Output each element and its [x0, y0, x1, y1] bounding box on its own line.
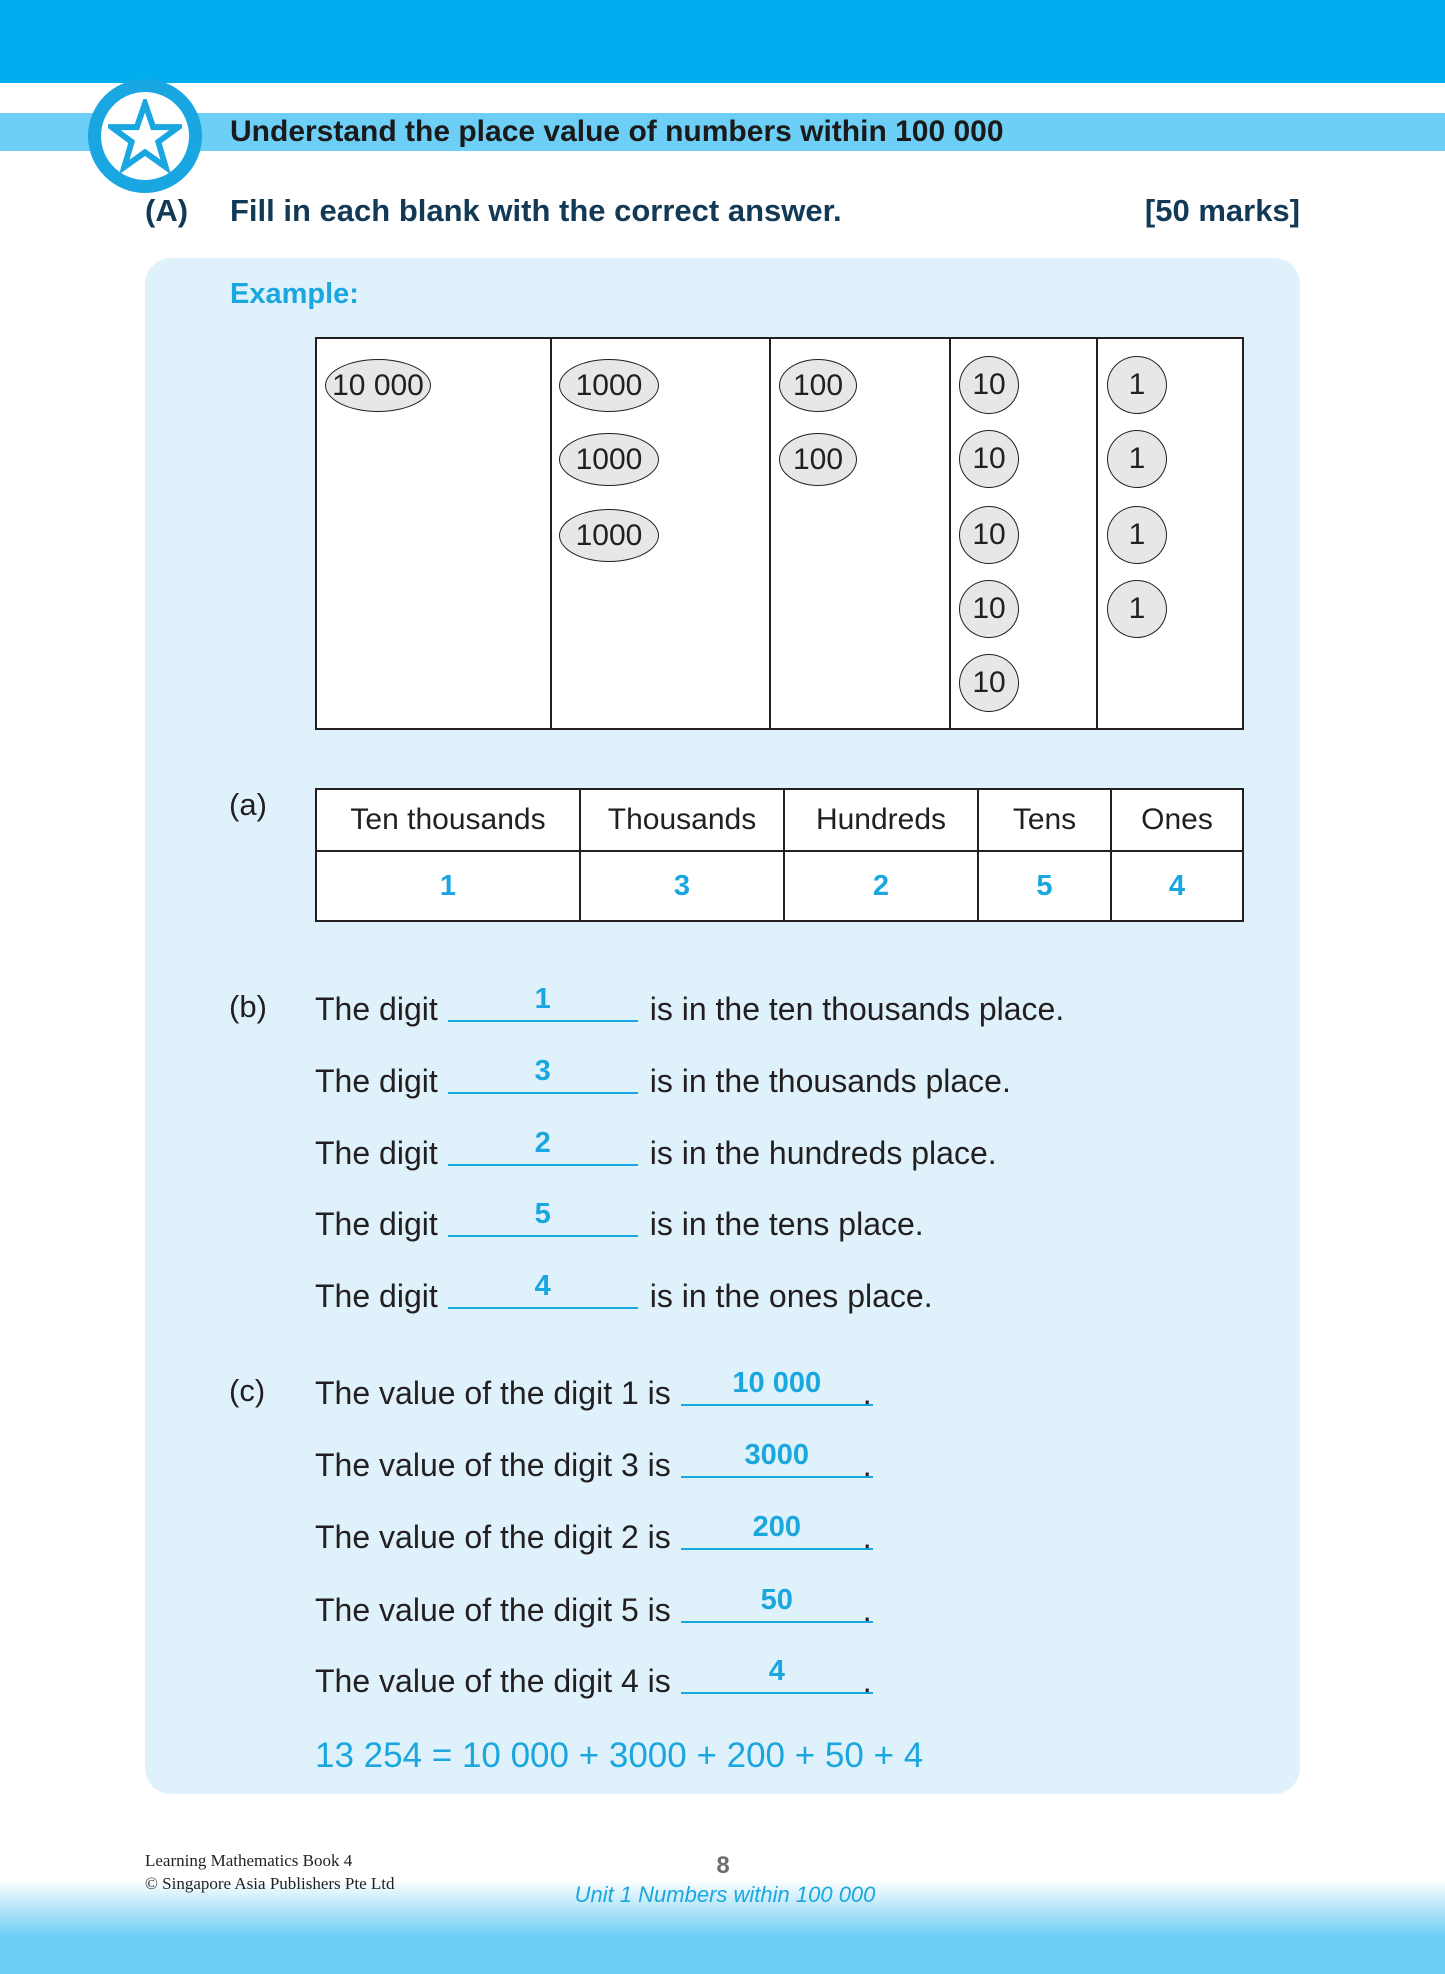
- answer-blank[interactable]: [448, 1198, 638, 1237]
- row-suffix: is in the thousands place.: [649, 1063, 1011, 1099]
- row-prefix: The digit: [315, 1135, 438, 1171]
- value-row: [315, 1439, 872, 1484]
- section-label: (A): [145, 193, 189, 228]
- answer-text: 1: [534, 983, 551, 1015]
- part-b-label: (b): [229, 989, 267, 1024]
- answer-blank[interactable]: [448, 1055, 638, 1094]
- row-text: The value of the digit 4 is: [315, 1663, 671, 1699]
- answer-blank[interactable]: [681, 1655, 873, 1694]
- star-icon: [108, 99, 182, 173]
- counter-10: 10: [959, 580, 1019, 638]
- period: .: [862, 1592, 872, 1628]
- row-suffix: is in the ten thousands place.: [649, 991, 1065, 1027]
- part-c-label: (c): [229, 1373, 266, 1408]
- answer-blank[interactable]: [448, 983, 638, 1022]
- answer-text: 5: [534, 1198, 551, 1230]
- counter-100: 100: [779, 359, 857, 412]
- answer-blank[interactable]: [448, 1127, 638, 1166]
- answer-blank[interactable]: [681, 1367, 873, 1406]
- header-hundreds: Hundreds: [784, 789, 978, 851]
- book-title: Learning Mathematics Book 4: [145, 1851, 353, 1870]
- period: .: [862, 1663, 872, 1699]
- expanded-form-equation: 13 254 = 10 000 + 3000 + 200 + 50 + 4: [315, 1736, 924, 1775]
- header-thousands: Thousands: [580, 789, 784, 851]
- value-row: [315, 1655, 872, 1700]
- counter-1: 1: [1107, 506, 1167, 564]
- page-number: 8: [716, 1852, 730, 1879]
- value-row: [315, 1367, 872, 1412]
- counter-10: 10: [959, 430, 1019, 488]
- answer-blank[interactable]: [448, 1270, 638, 1309]
- counter-10: 10: [959, 356, 1019, 414]
- header-ten-thousands: Ten thousands: [316, 789, 580, 851]
- header-ones: Ones: [1111, 789, 1243, 851]
- part-a-label: (a): [229, 787, 267, 822]
- page-title: Understand the place value of numbers within 100 000: [230, 115, 1004, 148]
- counter-1000: 1000: [559, 433, 659, 486]
- place-value-chart: [315, 337, 1244, 730]
- answer-text: 10 000: [732, 1367, 822, 1399]
- example-label: Example:: [230, 278, 359, 310]
- row-text: The value of the digit 3 is: [315, 1447, 671, 1483]
- answer-tens[interactable]: 5: [978, 851, 1111, 921]
- answer-blank[interactable]: [681, 1439, 873, 1478]
- counter-10: 10: [959, 506, 1019, 564]
- answer-text: 4: [534, 1270, 551, 1302]
- digit-row: [315, 983, 1065, 1028]
- value-row: [315, 1584, 872, 1629]
- row-text: The value of the digit 2 is: [315, 1519, 671, 1555]
- row-prefix: The digit: [315, 1063, 438, 1099]
- digit-row: [315, 1055, 1011, 1100]
- place-value-table: [315, 788, 1244, 922]
- answer-thousands[interactable]: 3: [580, 851, 784, 921]
- row-text: The value of the digit 1 is: [315, 1375, 671, 1411]
- answer-ten-thousands[interactable]: 1: [316, 851, 580, 921]
- marks: [50 marks]: [1144, 193, 1300, 228]
- counter-1000: 1000: [559, 359, 659, 412]
- digit-row: [315, 1198, 924, 1243]
- answer-blank[interactable]: [681, 1511, 873, 1550]
- counter-1000: 1000: [559, 509, 659, 562]
- answer-hundreds[interactable]: 2: [784, 851, 978, 921]
- answer-text: 2: [534, 1127, 551, 1159]
- answer-text: 4: [768, 1655, 785, 1687]
- row-suffix: is in the tens place.: [649, 1206, 924, 1242]
- counter-10: 10: [959, 654, 1019, 712]
- copyright: © Singapore Asia Publishers Pte Ltd: [145, 1874, 395, 1893]
- top-band: [0, 0, 1445, 83]
- answer-text: 3: [534, 1055, 551, 1087]
- counter-1: 1: [1107, 430, 1167, 488]
- row-suffix: is in the hundreds place.: [649, 1135, 997, 1171]
- header-tens: Tens: [978, 789, 1111, 851]
- row-text: The value of the digit 5 is: [315, 1592, 671, 1628]
- counter-1: 1: [1107, 356, 1167, 414]
- row-prefix: The digit: [315, 1206, 438, 1242]
- answer-text: 3000: [744, 1439, 810, 1471]
- digit-row: [315, 1270, 933, 1315]
- answer-text: 50: [760, 1584, 793, 1616]
- counter-100: 100: [779, 433, 857, 486]
- instruction: Fill in each blank with the correct answer.: [230, 193, 842, 228]
- period: .: [862, 1375, 872, 1411]
- unit-title: Unit 1 Numbers within 100 000: [574, 1882, 876, 1907]
- answer-text: 200: [752, 1511, 801, 1543]
- value-row: [315, 1511, 872, 1556]
- answer-blank[interactable]: [681, 1584, 873, 1623]
- digit-row: [315, 1127, 997, 1172]
- row-suffix: is in the ones place.: [649, 1278, 933, 1314]
- answer-ones[interactable]: 4: [1111, 851, 1243, 921]
- counter-10000: 10 000: [325, 359, 431, 412]
- period: .: [862, 1447, 872, 1483]
- star-badge: [88, 79, 202, 193]
- row-prefix: The digit: [315, 1278, 438, 1314]
- row-prefix: The digit: [315, 991, 438, 1027]
- counter-1: 1: [1107, 580, 1167, 638]
- period: .: [862, 1519, 872, 1555]
